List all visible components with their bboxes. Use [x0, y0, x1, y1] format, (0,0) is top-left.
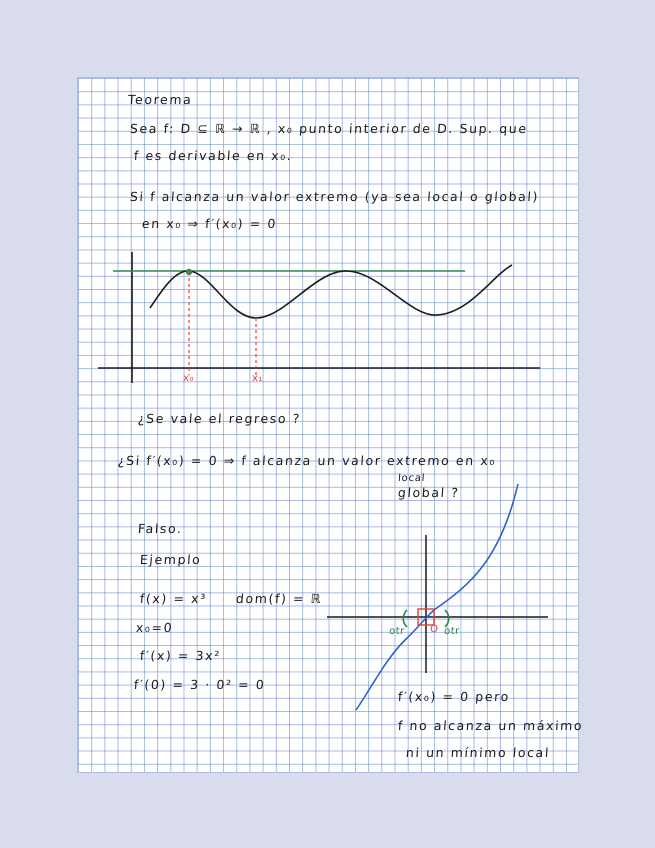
example-x0: x₀=0 [135, 620, 174, 635]
answer-example: Ejemplo [139, 552, 203, 567]
question-statement: ¿Si f′(x₀) = 0 ⇒ f alcanza un valor extremo en x₀ [117, 453, 497, 468]
x0-axis-label: x₀ [182, 373, 195, 384]
example-function: f(x) = x³ [139, 591, 208, 606]
example-derivative: f′(x) = 3x² [139, 648, 222, 663]
right-neighborhood-label: otr [443, 626, 461, 637]
left-paren-mark [403, 610, 407, 627]
question-global-word: global ? [397, 485, 461, 500]
question-local-word: local [397, 473, 426, 484]
conclusion-line-2: f no alcanza un máximo [397, 718, 584, 733]
x1-axis-label: x₁ [251, 373, 264, 384]
right-paren-mark [445, 610, 449, 627]
example-domain: dom(f) = ℝ [235, 591, 323, 606]
cubic-curve [356, 484, 518, 710]
left-neighborhood-label: otr [388, 626, 406, 637]
theorem-line-3: Si f alcanza un valor extremo (ya sea local o global) [129, 189, 540, 204]
example-evaluation: f′(0) = 3 · 0² = 0 [133, 677, 266, 692]
conclusion-line-1: f′(x₀) = 0 pero [397, 689, 511, 704]
origin-label: O [429, 624, 439, 635]
theorem-line-4: en x₀ ⇒ f′(x₀) = 0 [141, 216, 278, 231]
question-converse: ¿Se vale el regreso ? [137, 411, 302, 426]
answer-false: Falso. [137, 521, 184, 536]
conclusion-line-3: ni un mínimo local [405, 745, 551, 760]
theorem-title: Teorema [127, 92, 193, 107]
theorem-line-1: Sea f: D ⊆ ℝ → ℝ , x₀ punto interior de D. Sup. que [129, 121, 529, 136]
theorem-line-2: f es derivable en x₀. [133, 148, 294, 163]
